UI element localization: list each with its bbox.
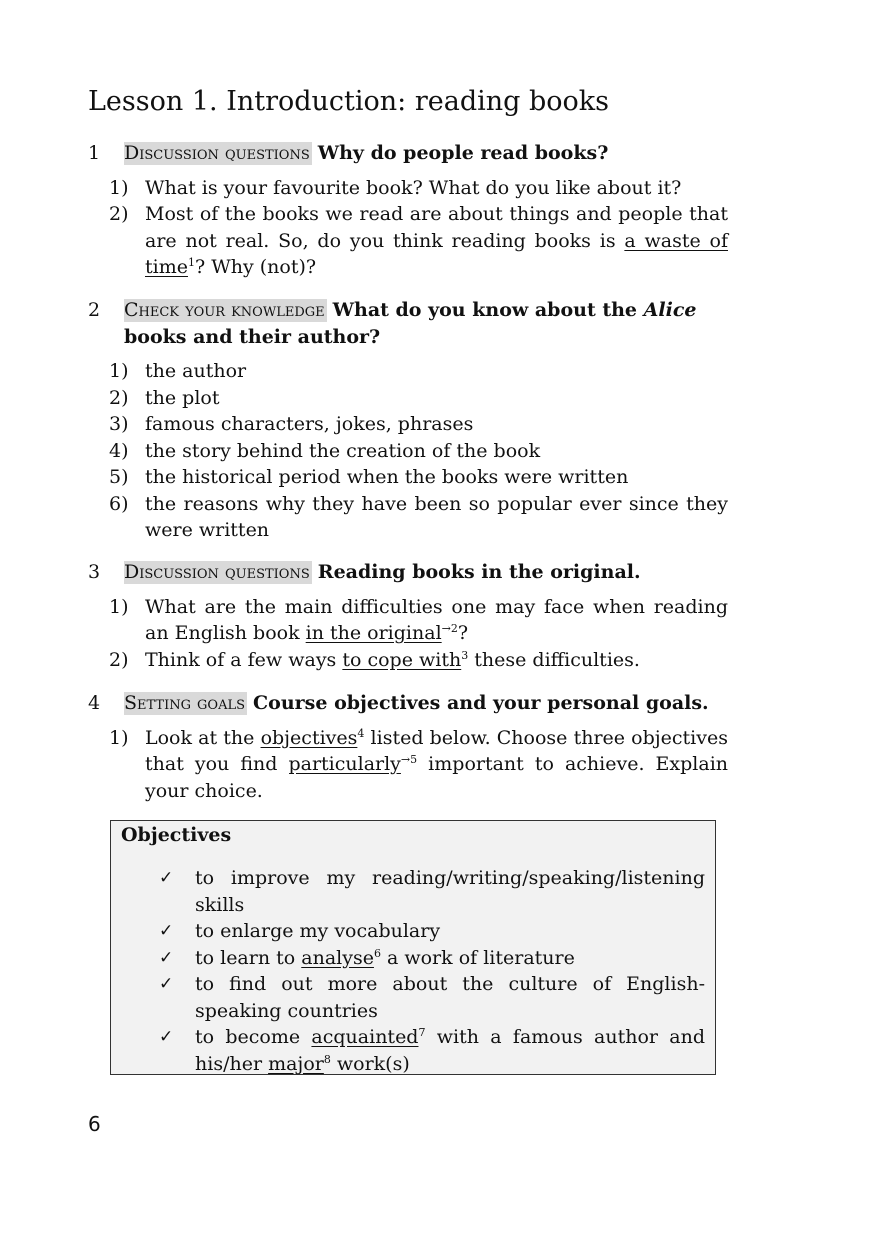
glossary-term: major xyxy=(268,1052,324,1075)
checkmark-icon: ✓ xyxy=(159,921,174,941)
section-2 xyxy=(88,297,728,544)
section-title-part: What do you know about the xyxy=(332,299,644,321)
footnote-ref: →5 xyxy=(400,753,418,766)
item-text: Think of a few ways xyxy=(145,648,343,671)
item-number: 4) xyxy=(109,439,129,462)
glossary-term: to cope with xyxy=(342,648,462,671)
section-4 xyxy=(88,690,728,804)
item-text: the reasons why they have been so popular ever since they were written xyxy=(145,492,728,541)
list-item xyxy=(88,725,728,805)
objective-text: a work of literature xyxy=(380,946,575,969)
list-item xyxy=(88,411,728,438)
glossary-term: objectives xyxy=(260,726,358,749)
section-title: Course objectives and your personal goals. xyxy=(253,692,709,714)
list-item xyxy=(88,491,728,544)
objective-item xyxy=(111,945,717,972)
item-number: 1) xyxy=(109,360,129,382)
footnote-ref: →2 xyxy=(441,622,458,635)
item-text: famous characters, jokes, phrases xyxy=(145,413,474,435)
question-list xyxy=(88,594,728,674)
item-number: 6) xyxy=(109,492,129,515)
list-item xyxy=(88,385,728,412)
item-text: ? Why (not)? xyxy=(194,256,317,278)
item-number: 3) xyxy=(109,413,129,435)
list-item xyxy=(88,647,728,674)
objective-text: to improve my reading/writing/speaking/listening skills xyxy=(195,867,705,916)
section-title-part: books and their author? xyxy=(124,325,381,348)
item-text: these difficulties. xyxy=(468,648,640,671)
lesson-title: Lesson 1. Introduction: reading books xyxy=(88,86,610,117)
list-item xyxy=(88,438,728,465)
section-tag: Setting goals xyxy=(124,692,245,714)
section-1 xyxy=(88,140,728,281)
list-item xyxy=(88,594,728,647)
list-item xyxy=(88,358,728,385)
item-text: the author xyxy=(145,360,247,382)
section-title: Reading books in the original. xyxy=(317,561,641,583)
item-text: ? xyxy=(457,622,469,644)
item-number: 2) xyxy=(109,203,129,225)
section-title: Why do people read books? xyxy=(317,142,609,164)
objectives-list xyxy=(111,865,717,1077)
question-list xyxy=(88,175,728,281)
item-text: the plot xyxy=(145,386,220,409)
glossary-term: a waste of time xyxy=(145,229,728,278)
objective-text: to become xyxy=(195,1026,312,1048)
glossary-term: analyse xyxy=(301,946,374,969)
objective-item xyxy=(111,865,717,918)
objective-item xyxy=(111,1024,717,1077)
book-title: Alice xyxy=(643,299,697,321)
footnote-ref: 8 xyxy=(323,1052,331,1066)
footnote-ref: 3 xyxy=(461,648,469,662)
item-text: the story behind the creation of the book xyxy=(145,439,541,462)
task-list xyxy=(88,725,728,805)
item-number: 2) xyxy=(109,648,129,671)
item-text: listed below. Choose three objectives that you find xyxy=(145,726,728,775)
footnote-ref: 6 xyxy=(373,946,381,960)
section-2-heading xyxy=(88,297,728,350)
list-item xyxy=(88,201,728,281)
section-4-heading xyxy=(88,690,728,717)
section-tag: Discussion questions xyxy=(124,561,310,583)
section-tag: Discussion questions xyxy=(124,142,310,164)
item-number: 5) xyxy=(109,466,129,488)
item-text: the historical period when the books were written xyxy=(145,466,629,488)
objective-text: to learn to xyxy=(195,946,302,969)
list-item xyxy=(88,464,728,491)
section-number: 1 xyxy=(88,142,101,164)
objectives-title: Objectives xyxy=(121,824,232,846)
item-text: Look at the xyxy=(145,726,261,749)
objective-item xyxy=(111,918,717,945)
objective-text: to find out more about the culture of English-speaking countries xyxy=(195,973,705,1022)
objective-item xyxy=(111,971,717,1024)
item-number: 1) xyxy=(109,726,129,749)
checkmark-icon: ✓ xyxy=(159,947,174,968)
item-text: important to achieve. Explain your choice. xyxy=(145,753,729,802)
item-number: 2) xyxy=(109,386,129,409)
objective-text: with a famous author and his/her xyxy=(195,1026,705,1075)
item-text: Most of the books we read are about things and people that are not real. So, do you think reading books is xyxy=(145,203,728,252)
checkmark-icon: ✓ xyxy=(159,1027,174,1047)
glossary-term: in the original xyxy=(305,622,442,644)
list-item xyxy=(88,175,728,202)
footnote-ref: 7 xyxy=(418,1026,426,1039)
item-text: What are the main difficulties one may face when reading an English book xyxy=(145,595,728,644)
checkmark-icon: ✓ xyxy=(159,974,174,994)
section-3-heading xyxy=(88,559,728,586)
item-number: 1) xyxy=(109,595,129,618)
footnote-ref: 1 xyxy=(187,256,195,269)
glossary-term: particularly xyxy=(288,753,401,775)
objectives-box xyxy=(110,820,716,1075)
footnote-ref: 4 xyxy=(357,726,365,740)
glossary-term: acquainted xyxy=(311,1026,419,1048)
checkmark-icon: ✓ xyxy=(159,868,174,888)
objective-text: work(s) xyxy=(330,1052,410,1075)
section-number: 3 xyxy=(88,561,101,583)
section-3 xyxy=(88,559,728,673)
section-tag: Check your knowledge xyxy=(124,299,325,321)
section-number: 2 xyxy=(88,299,101,321)
item-number: 1) xyxy=(109,176,129,199)
objective-text: to enlarge my vocabulary xyxy=(195,920,441,942)
item-text: What is your favourite book? What do you like about it? xyxy=(145,176,682,199)
section-1-heading xyxy=(88,140,728,167)
section-number: 4 xyxy=(88,692,101,714)
topic-list xyxy=(88,358,728,544)
page-number: 6 xyxy=(88,1112,101,1136)
